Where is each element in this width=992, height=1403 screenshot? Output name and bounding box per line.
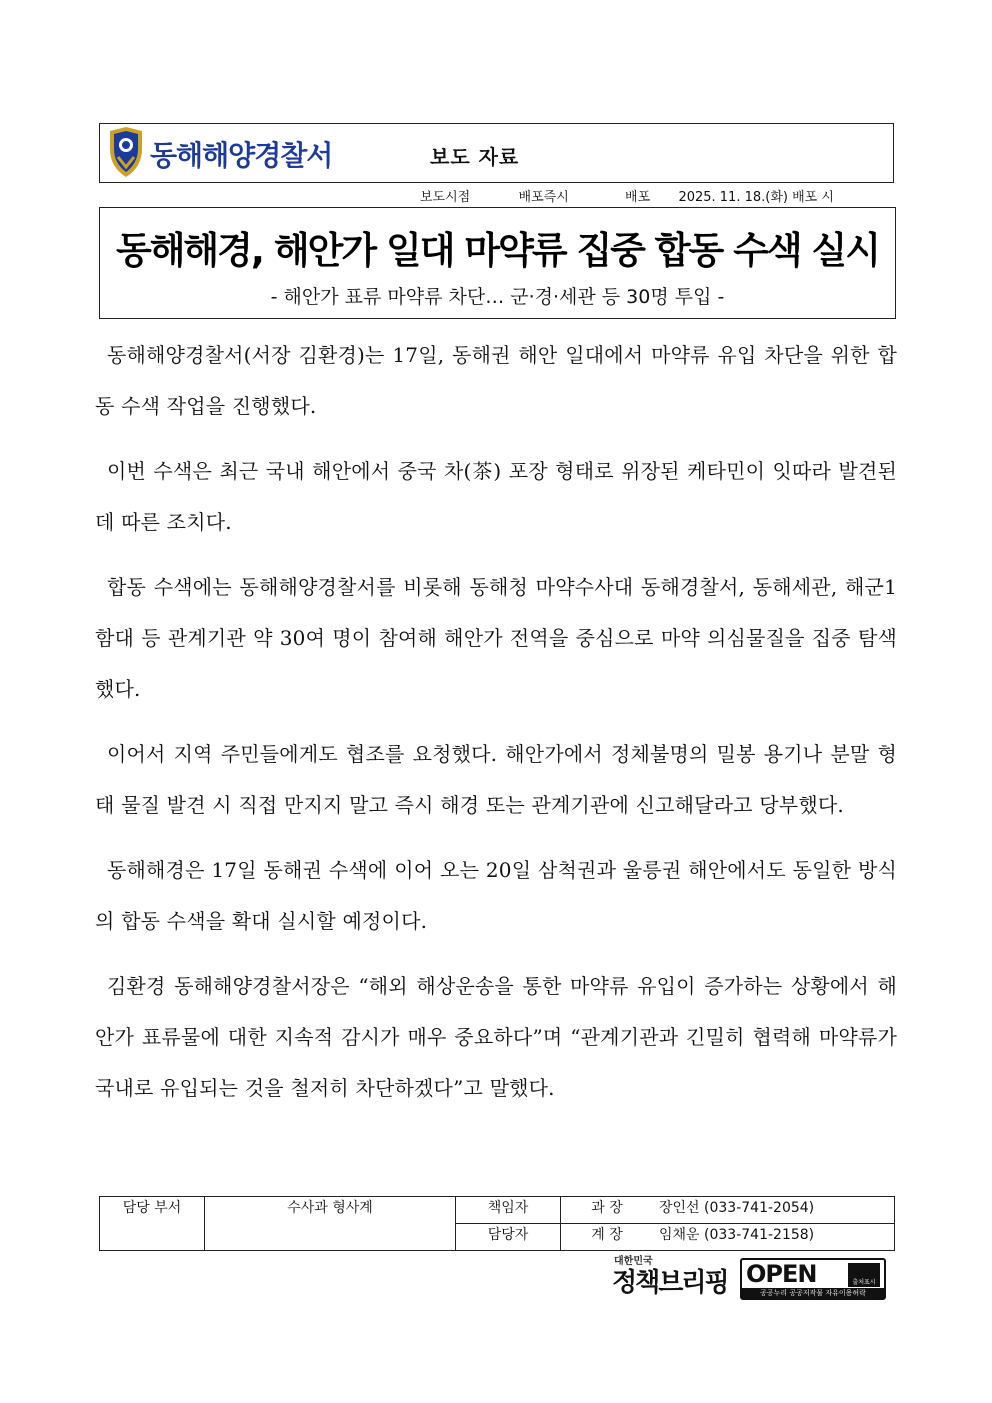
paragraph: 이번 수색은 최근 국내 해안에서 중국 차(茶) 포장 형태로 위장된 케타민이 잇따라 발견된 데 따른 조치다. (95, 459, 897, 534)
table-row (100, 1197, 895, 1224)
paragraph: 합동 수색에는 동해해양경찰서를 비롯해 동해청 마약수사대 동해경찰서, 동해세관, 해군1함대 등 관계기관 약 30여 명이 참여해 해안가 전역을 중심으로 마약 의심물질을 집중 탐색했다. (95, 575, 897, 701)
doc-type: 보도 자료 (430, 145, 520, 169)
release-time-label: 보도시점 (420, 190, 471, 205)
person-cell: 장인선 (033-741-2054) (653, 1197, 895, 1224)
title-cell: 과 장 (561, 1197, 654, 1224)
headline: 동해해경, 해안가 일대 마약류 집중 합동 수색 실시 (115, 229, 880, 272)
briefing-small-text: 대한민국 (614, 1256, 653, 1267)
kogl-open-logo (740, 1258, 886, 1300)
paragraph: 동해해경은 17일 동해권 수색에 이어 오는 20일 삼척권과 울릉권 해안에서도 동일한 방식의 합동 수색을 확대 실시할 예정이다. (95, 858, 897, 933)
briefing-title: 정책브리핑 (612, 1268, 728, 1298)
paragraph: 동해해양경찰서(서장 김환경)는 17일, 동해권 해안 일대에서 마약류 유입 차단을 위한 합동 수색 작업을 진행했다. (95, 343, 897, 418)
release-time-value: 배포즉시 (518, 190, 569, 205)
dept-value: 수사과 형사계 (205, 1197, 456, 1251)
paragraph: 이어서 지역 주민들에게도 협조를 요청했다. 해안가에서 정체불명의 밀봉 용기나 분말 형태 물질 발견 시 직접 만지지 말고 즉시 해경 또는 관계기관에 신고해달라고 당부했다. (95, 742, 897, 817)
title-box (99, 207, 896, 319)
kogl-caption: 공공누리 공공저작물 자유이용허락 (742, 1288, 884, 1298)
policy-briefing-logo (612, 1252, 730, 1302)
article-body (95, 330, 897, 1128)
distribution-label: 배포 (625, 190, 651, 205)
contact-table (99, 1196, 895, 1251)
release-info (420, 186, 834, 205)
coast-guard-emblem-icon (108, 127, 144, 179)
attribution-badge-icon: 출처표시 (848, 1263, 880, 1287)
person-cell: 임채운 (033-741-2158) (653, 1224, 895, 1251)
distribution-date: 2025. 11. 18.(화) 배포 시 (678, 190, 834, 205)
role-cell: 담당자 (456, 1224, 561, 1251)
header-box (99, 123, 894, 183)
paragraph: 김환경 동해해양경찰서장은 “해외 해상운송을 통한 마약류 유입이 증가하는 상황에서 해안가 표류물에 대한 지속적 감시가 매우 중요하다”며 “관계기관과 긴밀히 협력해 마약류가 국내로 유입되는 것을 철저히 차단하겠다”고 말했다. (95, 974, 897, 1100)
role-cell: 책임자 (456, 1197, 561, 1224)
footer-logos (612, 1252, 892, 1304)
title-cell: 계 장 (561, 1224, 654, 1251)
dept-label: 담당 부서 (100, 1197, 205, 1251)
subheadline: - 해안가 표류 마약류 차단… 군·경·세관 등 30명 투입 - (270, 286, 725, 308)
open-text: OPEN (746, 1260, 817, 1288)
org-name: 동해해양경찰서 (150, 139, 333, 172)
